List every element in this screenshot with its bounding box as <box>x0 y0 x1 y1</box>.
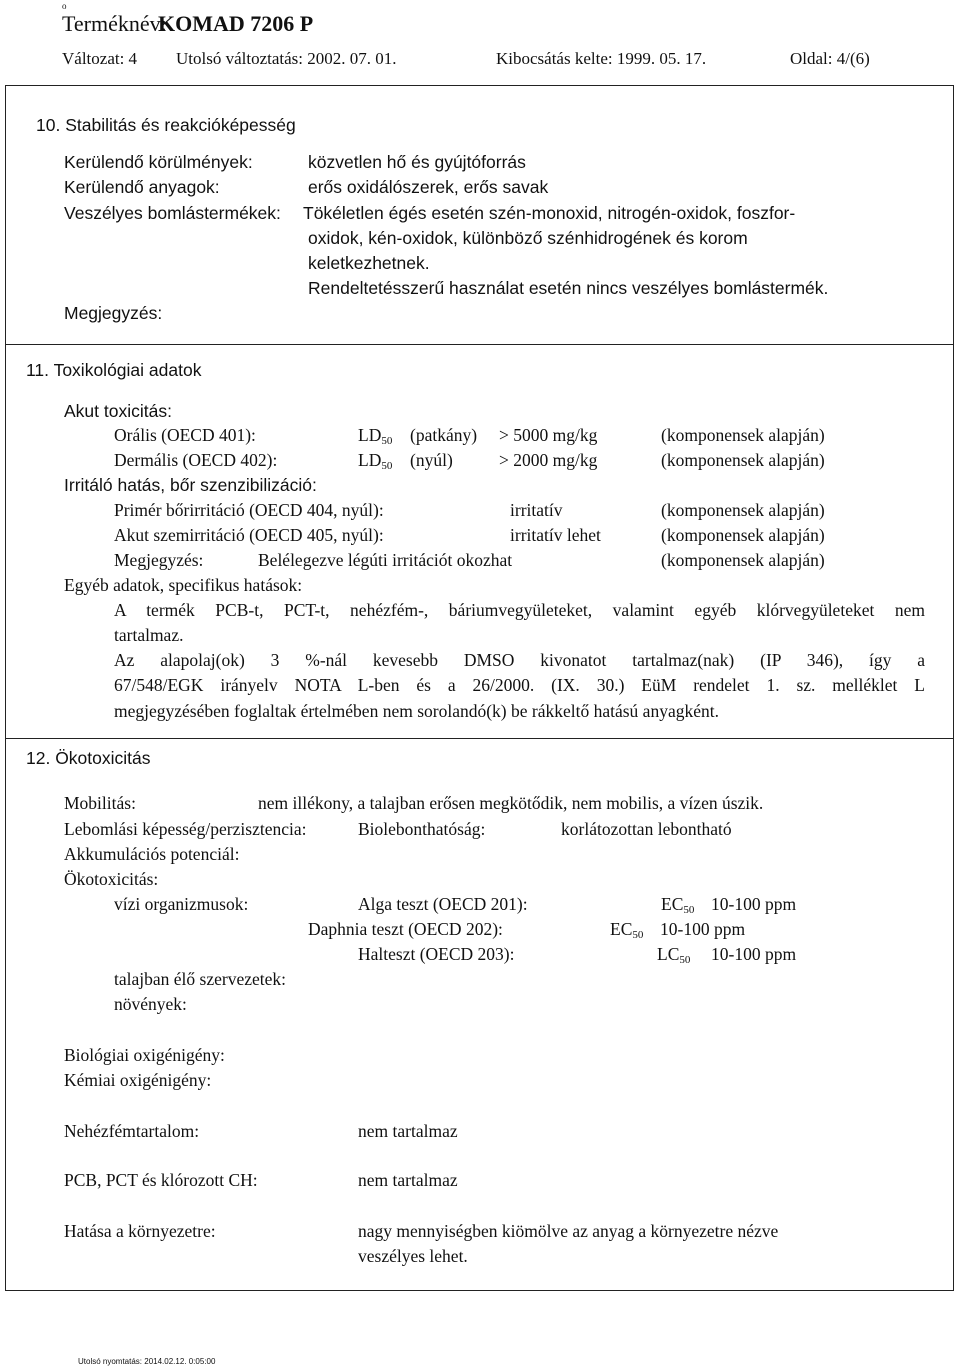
dermal-value: > 2000 mg/kg <box>499 450 598 470</box>
decomposition-cont-1: oxidok, kén-oxidok, különböző szénhidrogének és korom <box>308 228 748 248</box>
plants-label: növények: <box>114 994 187 1014</box>
avoid-materials-value: erős oxidálószerek, erős savak <box>308 177 549 197</box>
avoid-materials-label: Kerülendő anyagok: <box>64 177 220 197</box>
alga-test: Alga teszt (OECD 201): <box>358 894 528 914</box>
biodegradability-label: Biolebonthatóság: <box>358 819 486 839</box>
mobility-value: nem illékony, a talajban erősen megkötődik, nem mobilis, a vízen úszik. <box>258 793 764 813</box>
primary-irritation-basis: (komponensek alapján) <box>661 500 825 520</box>
alga-ec50: $EC_{50}$ <box>661 894 695 916</box>
mobility-label: Mobilitás: <box>64 793 136 813</box>
para2-line1: Az alapolaj(ok) 3 %-nál kevesebb DMSO kivonatot tartalmaz(nak) (IP 346), így a <box>114 650 925 670</box>
dermal-basis: (komponensek alapján) <box>661 450 825 470</box>
last-modified: Utolsó változtatás: 2002. 07. 01. <box>176 49 397 68</box>
pcb-value: nem tartalmaz <box>358 1170 458 1190</box>
decomposition-label: Veszélyes bomlástermékek: <box>64 203 281 223</box>
primary-irritation-label: Primér bőrirritáció (OECD 404, nyúl): <box>114 500 384 520</box>
heavy-metal-label: Nehézfémtartalom: <box>64 1121 200 1141</box>
heavy-metal-value: nem tartalmaz <box>358 1121 458 1141</box>
oral-label: Orális (OECD 401): <box>114 425 256 445</box>
avoid-conditions-value: közvetlen hő és gyújtóforrás <box>308 152 526 172</box>
section-11-title: 11. Toxikológiai adatok <box>26 360 202 380</box>
cod-label: Kémiai oxigénigény: <box>64 1070 212 1090</box>
oral-species: (patkány) <box>410 425 478 445</box>
biodegradability-value: korlátozottan lebontható <box>561 819 732 839</box>
irritant-label: Irritáló hatás, bőr szenzibilizáció: <box>64 475 317 495</box>
version: Változat: 4 <box>62 49 138 68</box>
para1-line1: A termék PCB-t, PCT-t, nehézfém-, báriumvegyületeket, valamint egyéb klórvegyületeket nem <box>114 600 925 620</box>
daphnia-value: 10-100 ppm <box>660 919 746 939</box>
acute-toxicity-label: Akut toxicitás: <box>64 401 172 421</box>
divider-s10-s11 <box>5 344 954 345</box>
note-label-s10: Megjegyzés: <box>64 303 163 323</box>
decomposition-cont-3: Rendeltetésszerű használat esetén nincs veszélyes bomlástermék. <box>308 278 829 298</box>
bod-label: Biológiai oxigénigény: <box>64 1045 225 1065</box>
oral-basis: (komponensek alapján) <box>661 425 825 445</box>
para1-line2: tartalmaz. <box>114 625 184 645</box>
soil-organisms-label: talajban élő szervezetek: <box>114 969 286 989</box>
dermal-ld50: $LD_{50}$ <box>358 450 393 472</box>
fish-test: Halteszt (OECD 203): <box>358 944 515 964</box>
fish-lc50: $LC_{50}$ <box>657 944 691 966</box>
degradability-label: Lebomlási képesség/perzisztencia: <box>64 819 307 839</box>
eye-irritation-value: irritatív lehet <box>510 525 601 545</box>
oral-value: > 5000 mg/kg <box>499 425 598 445</box>
ecotoxicity-label: Ökotoxicitás: <box>64 869 159 889</box>
dermal-label: Dermális (OECD 402): <box>114 450 278 470</box>
daphnia-ec50: $EC_{50}$ <box>610 919 644 941</box>
para2-line2: 67/548/EGK irányelv NOTA L-ben és a 26/2000. (IX. 30.) EüM rendelet 1. sz. melléklet L <box>114 675 925 695</box>
alga-value: 10-100 ppm <box>711 894 797 914</box>
page-number: Oldal: 4/(6) <box>790 49 870 68</box>
last-printed: Utolsó nyomtatás: 2014.02.12. 0:05:00 <box>78 1357 216 1366</box>
section-12-title: 12. Ökotoxicitás <box>26 748 151 768</box>
note-label-s11: Megjegyzés: <box>114 550 204 570</box>
eye-irritation-basis: (komponensek alapján) <box>661 525 825 545</box>
oral-ld50: $LD_{50}$ <box>358 425 393 447</box>
avoid-conditions-label: Kerülendő körülmények: <box>64 152 253 172</box>
fish-value: 10-100 ppm <box>711 944 797 964</box>
note-basis-s11: (komponensek alapján) <box>661 550 825 570</box>
env-effect-label: Hatása a környezetre: <box>64 1221 216 1241</box>
section-10-title: 10. Stabilitás és reakcióképesség <box>36 115 296 135</box>
product-label: Terméknév: <box>62 11 167 36</box>
product-name: KOMAD 7206 P <box>158 11 314 36</box>
note-value-s11: Belélegezve légúti irritációt okozhat <box>258 550 513 570</box>
decomposition-value: Tökéletlen égés esetén szén-monoxid, nitrogén-oxidok, foszfor- <box>303 203 796 223</box>
other-effects-label: Egyéb adatok, specifikus hatások: <box>64 575 303 595</box>
para2-line3: megjegyzésében foglaltak értelmében nem sorolandó(k) be rákkeltő hatású anyagként. <box>114 701 719 721</box>
decomposition-cont-2: keletkezhetnek. <box>308 253 430 273</box>
pcb-label: PCB, PCT és klórozott CH: <box>64 1170 258 1190</box>
daphnia-test: Daphnia teszt (OECD 202): <box>308 919 503 939</box>
dermal-species: (nyúl) <box>410 450 453 470</box>
aquatic-label: vízi organizmusok: <box>114 894 249 914</box>
degree-mark: o <box>62 1 67 11</box>
divider-s11-s12 <box>5 738 954 739</box>
env-effect-line1: nagy mennyiségben kiömölve az anyag a környezetre nézve <box>358 1221 779 1241</box>
primary-irritation-value: irritatív <box>510 500 563 520</box>
env-effect-line2: veszélyes lehet. <box>358 1246 468 1266</box>
issue-date: Kibocsátás kelte: 1999. 05. 17. <box>496 49 707 68</box>
eye-irritation-label: Akut szemirritáció (OECD 405, nyúl): <box>114 525 384 545</box>
accumulation-label: Akkumulációs potenciál: <box>64 844 240 864</box>
